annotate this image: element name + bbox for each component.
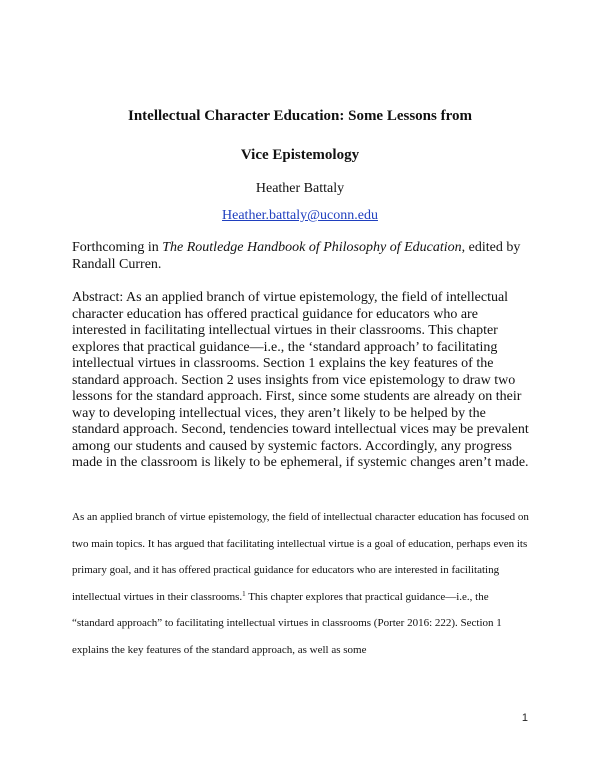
footnote-marker[interactable]: 1: [242, 589, 246, 598]
author-email: [0, 207, 600, 225]
paper-title-line1: Intellectual Character Education: Some Lessons from: [127, 108, 472, 124]
book-title: The Routledge Handbook of Philosophy of Education: [162, 240, 462, 255]
email-link[interactable]: Heather.battaly@uconn.edu: [222, 208, 378, 223]
body-text-part2: This chapter explores that practical guidance—i.e., the “standard approach” to facilitating intellectual virtues in classrooms (Porter 2016: 222). Section 1 explains the key features of the standard approach, as well as some: [72, 590, 502, 656]
author-name: Heather Battaly: [255, 181, 345, 196]
abstract: Abstract: As an applied branch of virtue epistemology, the field of intellectual character education has offered practical guidance for educators who are interested in facilitating intellectual virtues in their classrooms. This chapter explores that practical guidance—i.e., the ‘standard approach’ to facilitating intellectual virtues in classrooms. Section 1 explains the key features of the standard approach. Section 2 uses insights from vice epistemology to draw two lessons for the standard approach. First, since some students are already on their way to developing intellectual vices, they aren’t likely to be helped by the standard approach. Second, tendencies toward intellectual vices may be prevalent among our students and caused by systemic factors. Accordingly, any progress made in the classroom is likely to be ephemeral, if systemic changes aren’t made.: [72, 290, 529, 470]
body-text-part1: As an applied branch of virtue epistemology, the field of intellectual character education has focused on two main topics. It has argued that facilitating intellectual virtue is a goal of education, perhaps even its primary goal, and it has offered practical guidance for educators who are interested in facilitating intellectual virtues in their classrooms.: [72, 511, 529, 603]
forthcoming-prefix: Forthcoming in: [72, 240, 163, 255]
body-paragraph: [72, 504, 530, 663]
page-number: 1: [521, 712, 528, 724]
paper-title-line2: Vice Epistemology: [240, 147, 360, 163]
forthcoming-suffix: , edited by Randall Curren.: [72, 240, 521, 272]
forthcoming-note: [72, 240, 532, 273]
